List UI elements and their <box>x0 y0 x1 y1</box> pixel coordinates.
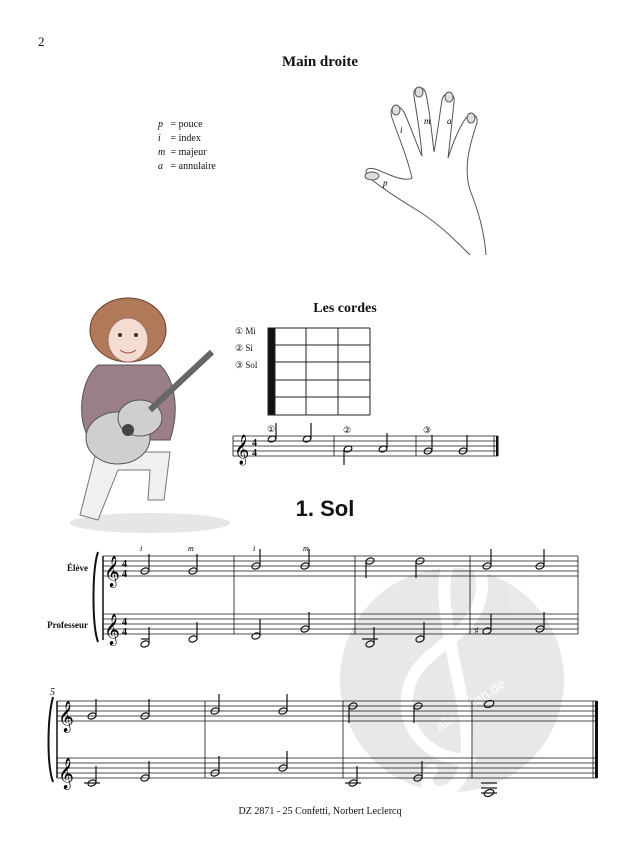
treble-clef-icon: 𝄞 <box>234 435 250 465</box>
finger-label-a: a <box>447 116 452 126</box>
strings-example-staff <box>233 436 499 456</box>
strings-example-notes <box>267 423 467 465</box>
fingering-i: i <box>253 544 256 553</box>
treble-clef-icon: 𝄞 <box>58 701 74 732</box>
time-signature-top: 4 <box>122 559 127 570</box>
strings-section-title: Les cordes <box>313 301 377 316</box>
hand-section-title: Main droite <box>282 54 358 70</box>
legend-key: a <box>158 161 163 172</box>
legend-item: a = annulaire <box>158 161 216 172</box>
string-label-si: ② Si <box>235 343 253 353</box>
watermark-text: alle-noten.de <box>432 674 509 735</box>
string-label-sol: ③ Sol <box>235 360 258 370</box>
string-mark-1: ① <box>267 425 276 435</box>
time-signature-top: 4 <box>122 617 127 628</box>
legend-item: i = index <box>158 133 201 144</box>
treble-clef-icon: 𝄞 <box>104 556 120 587</box>
finger-label-p: p <box>383 178 388 188</box>
legend-value: majeur <box>178 147 207 158</box>
watermark-logo <box>340 554 564 792</box>
string-mark-3: ③ <box>423 426 432 436</box>
treble-clef-icon: 𝄞 <box>58 758 74 789</box>
legend-key: i <box>158 133 161 144</box>
part-name-professeur: Professeur <box>47 620 88 630</box>
measure-number: 5 <box>50 687 55 698</box>
legend-value: index <box>178 133 201 144</box>
time-signature-bottom: 4 <box>122 627 127 638</box>
fingering-i: i <box>140 544 143 553</box>
legend-value: annulaire <box>178 161 216 172</box>
fingering-m: m <box>303 544 309 553</box>
time-signature-bottom: 4 <box>252 448 257 459</box>
string-label-mi: ① Mi <box>235 326 256 336</box>
sharp-icon: ♯ <box>474 626 479 637</box>
fingering-m: m <box>188 544 194 553</box>
strings-fretboard-diagram <box>268 328 370 415</box>
treble-clef-icon: 𝄞 <box>104 614 120 645</box>
legend-item: m = majeur <box>158 147 207 158</box>
finger-label-m: m <box>424 116 431 126</box>
time-signature-top: 4 <box>252 438 257 449</box>
piece-title: 1. Sol <box>295 496 355 521</box>
right-hand-illustration <box>365 87 486 255</box>
legend-key: m <box>158 147 166 158</box>
finger-label-i: i <box>400 125 403 135</box>
legend-item: p = pouce <box>158 119 203 130</box>
string-mark-2: ② <box>343 426 352 436</box>
legend-value: pouce <box>178 119 203 130</box>
part-name-eleve: Élève <box>67 563 88 573</box>
legend-key: p <box>158 119 163 130</box>
guitarist-illustration <box>70 298 230 533</box>
page-number: 2 <box>38 34 45 49</box>
page-footer: DZ 2871 - 25 Confetti, Norbert Leclercq <box>238 806 402 817</box>
time-signature-bottom: 4 <box>122 569 127 580</box>
